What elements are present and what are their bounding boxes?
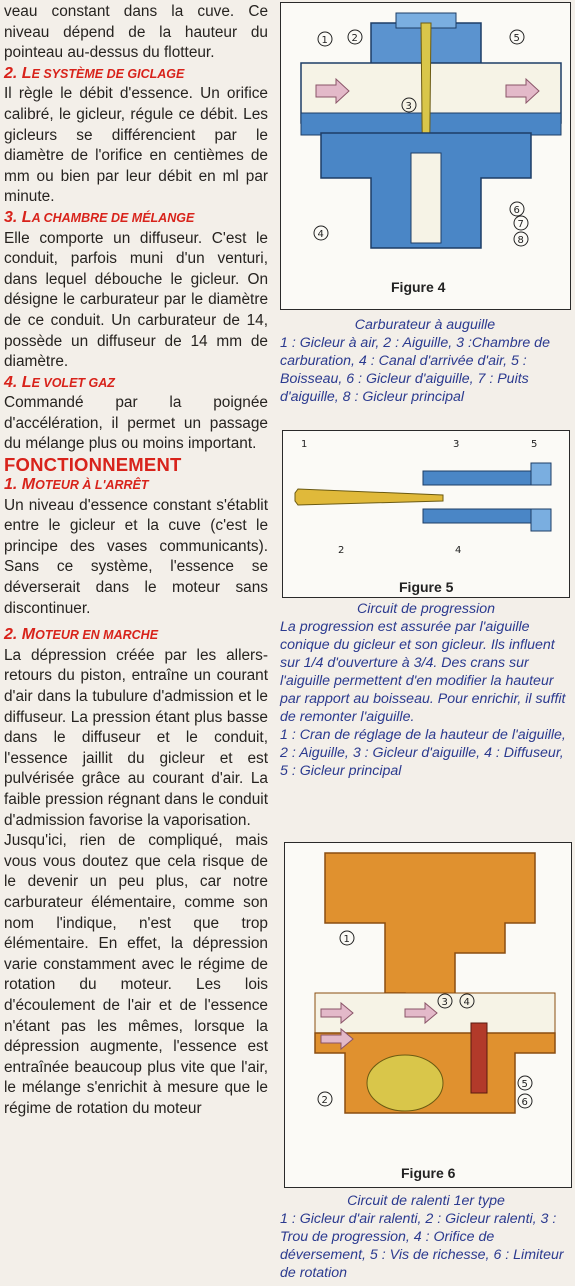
figure-5-caption-title: Circuit de progression (357, 601, 495, 617)
fig5-needle (295, 489, 443, 505)
intro-paragraph: veau constant dans la cuve. Ce niveau dépend de la hauteur du pointeau au-dessus du flotteur. (4, 3, 268, 62)
fig5-upper-diffuser (423, 471, 543, 485)
figure-4-label: Figure 4 (391, 279, 446, 295)
section-3-body: Elle comporte un diffuseur. C'est le conduit, parfois muni d'un venturi, dans lequel débouche le gicleur. On désigne le carburateur par le diamètre de ce conduit. Un carburateur de 14, possède un diffuseur de 14 mm de diamètre. (4, 229, 268, 371)
fig4-channel-floor (301, 113, 561, 135)
subsection-2-body: La dépression créée par les allers-retours du piston, entraîne un courant d'air dans la tubulure d'admission et le diffuseur. La pression étant plus basse dans le diffuseur et le conduit, l'essence jaillit du gicleur et est pulvérisée grâce au courant d'air. La faible pression régnant dans le conduit d'admission favorise la vaporisation. (4, 646, 268, 829)
fonctionnement-heading: FONCTIONNEMENT (4, 454, 182, 476)
fig6-screw (471, 1023, 487, 1093)
fig5-callout-1: 1 (301, 439, 308, 450)
fig4-needle-well (411, 153, 441, 243)
section-3-number: 3. L (4, 208, 32, 226)
section-3-title: A CHAMBRE DE MÉLANGE (31, 210, 195, 225)
fig4-callout-1: 1 (321, 35, 328, 46)
fig5-callout-5: 5 (531, 439, 538, 450)
fig4-callout-2: 2 (351, 33, 358, 44)
fig4-callout-5: 5 (513, 33, 520, 44)
subsection-2-number: 2. M (4, 626, 36, 644)
fig5-lower-diffuser (423, 509, 543, 523)
subsection-2-heading (4, 625, 268, 646)
fig4-callout-6: 6 (513, 205, 520, 216)
fig6-callout-4: 4 (463, 997, 470, 1008)
section-4-title: E VOLET GAZ (31, 375, 115, 390)
fig6-float (367, 1055, 443, 1111)
figure-6-idle-circuit-diagram (285, 843, 571, 1153)
figure-6-caption (280, 1192, 572, 1282)
figure-6-box (284, 842, 572, 1188)
subsection-1-body: Un niveau d'essence constant s'établit entre le gicleur et la cuve (c'est le principe des vases communicants). Sans ce système, l'essence se déverserait dans le moteur sans discontinuer. (4, 496, 268, 617)
section-2-number: 2. L (4, 64, 32, 82)
subsection-2-title: OTEUR EN MARCHE (35, 628, 159, 643)
fig5-callout-3: 3 (453, 439, 460, 450)
subsection-2-body-continued: Jusqu'ici, rien de compliqué, mais vous vous doutez que cela risque de le devenir un peu plus, car notre carburateur élémentaire, comme son nom l'indique, n'est que trop élémentaire. En effet, la dépression varie constamment avec le régime de rotation du moteur. Les lois d'écoulement de l'air et de l'essence n'étant pas les mêmes, lorsque la dépression augmente, l'essence est entraînée beaucoup plus vite que l'air, le mélange s'enrichit à mesure que le régime de rotation du moteur (4, 832, 268, 1117)
figure-6-label: Figure 6 (401, 1165, 456, 1181)
fig5-callout-2: 2 (338, 545, 345, 556)
figure-6-caption-body: 1 : Gicleur d'air ralenti, 2 : Gicleur ralenti, 3 : Trou de progression, 4 : Orifice de déversement, 5 : Vis de richesse, 6 : Limiteur de rotation (280, 1211, 564, 1281)
figure-5-progression-diagram (283, 431, 569, 571)
section-2-body: Il règle le débit d'essence. Un orifice calibré, le gicleur, régule ce débit. Les gicleurs se différencient par le diamètre de l'orifice en centièmes de mm ou bien par leur débit en ml par minute. (4, 85, 268, 206)
figure-5-caption-legend: 1 : Cran de réglage de la hauteur de l'aiguille, 2 : Aiguille, 3 : Gicleur d'aiguille, 4 : Diffuseur, 5 : Gicleur principal (280, 727, 566, 779)
subsection-1-title: OTEUR À L'ARRÊT (35, 478, 149, 493)
subsection-1-number: 1. M (4, 476, 36, 494)
figure-4-caption-body: 1 : Gicleur à air, 2 : Aiguille, 3 :Chambre de carburation, 4 : Canal d'arrivée d'air, 5 : Boisseau, 6 : Gicleur d'aiguille, 7 : Puits d'aiguille, 8 : Gicleur principal (280, 335, 550, 405)
fig4-callout-8: 8 (517, 235, 524, 246)
subsection-1-heading (4, 475, 268, 496)
section-2-title: E SYSTÈME DE GICLAGE (31, 66, 185, 81)
figure-6-caption-title: Circuit de ralenti 1er type (347, 1193, 505, 1209)
section-4-heading (4, 373, 268, 394)
figure-4-caption (280, 316, 570, 406)
figure-4-caption-title: Carburateur à auguille (354, 317, 496, 333)
fig4-callout-4: 4 (317, 229, 324, 240)
section-4-number: 4. L (4, 373, 32, 391)
figure-4-carburetor-diagram (281, 3, 570, 273)
fig6-callout-2: 2 (321, 1095, 328, 1106)
figure-5-caption (280, 600, 572, 780)
fig6-callout-1: 1 (343, 934, 350, 945)
fig6-callout-3: 3 (441, 997, 448, 1008)
fig5-callout-4: 4 (455, 545, 462, 556)
figure-4-box (280, 2, 571, 310)
fig4-callout-7: 7 (517, 219, 524, 230)
section-4-body: Commandé par la poignée d'accélération, il permet un passage du mélange plus ou moins important. (4, 394, 268, 453)
figure-5-label: Figure 5 (399, 579, 454, 595)
fig5-main-jet-top (531, 463, 551, 485)
fig4-callout-3: 3 (405, 101, 412, 112)
fig6-callout-5: 5 (521, 1079, 528, 1090)
section-3-heading (4, 208, 268, 229)
fig6-callout-6: 6 (521, 1097, 528, 1108)
figure-5-caption-body: La progression est assurée par l'aiguille conique du gicleur et son gicleur. Ils influent sur 1/4 d'ouverture à 3/4. Des crans sur l'aiguille permettent d'en modifier la hauteur par rapport au boisseau. Pour enrichir, il suffit de remonter l'aiguille. (280, 619, 566, 725)
figure-5-box (282, 430, 570, 598)
section-2-heading (4, 64, 268, 85)
fig5-main-jet-bottom (531, 509, 551, 531)
article-text-column (4, 0, 268, 1119)
